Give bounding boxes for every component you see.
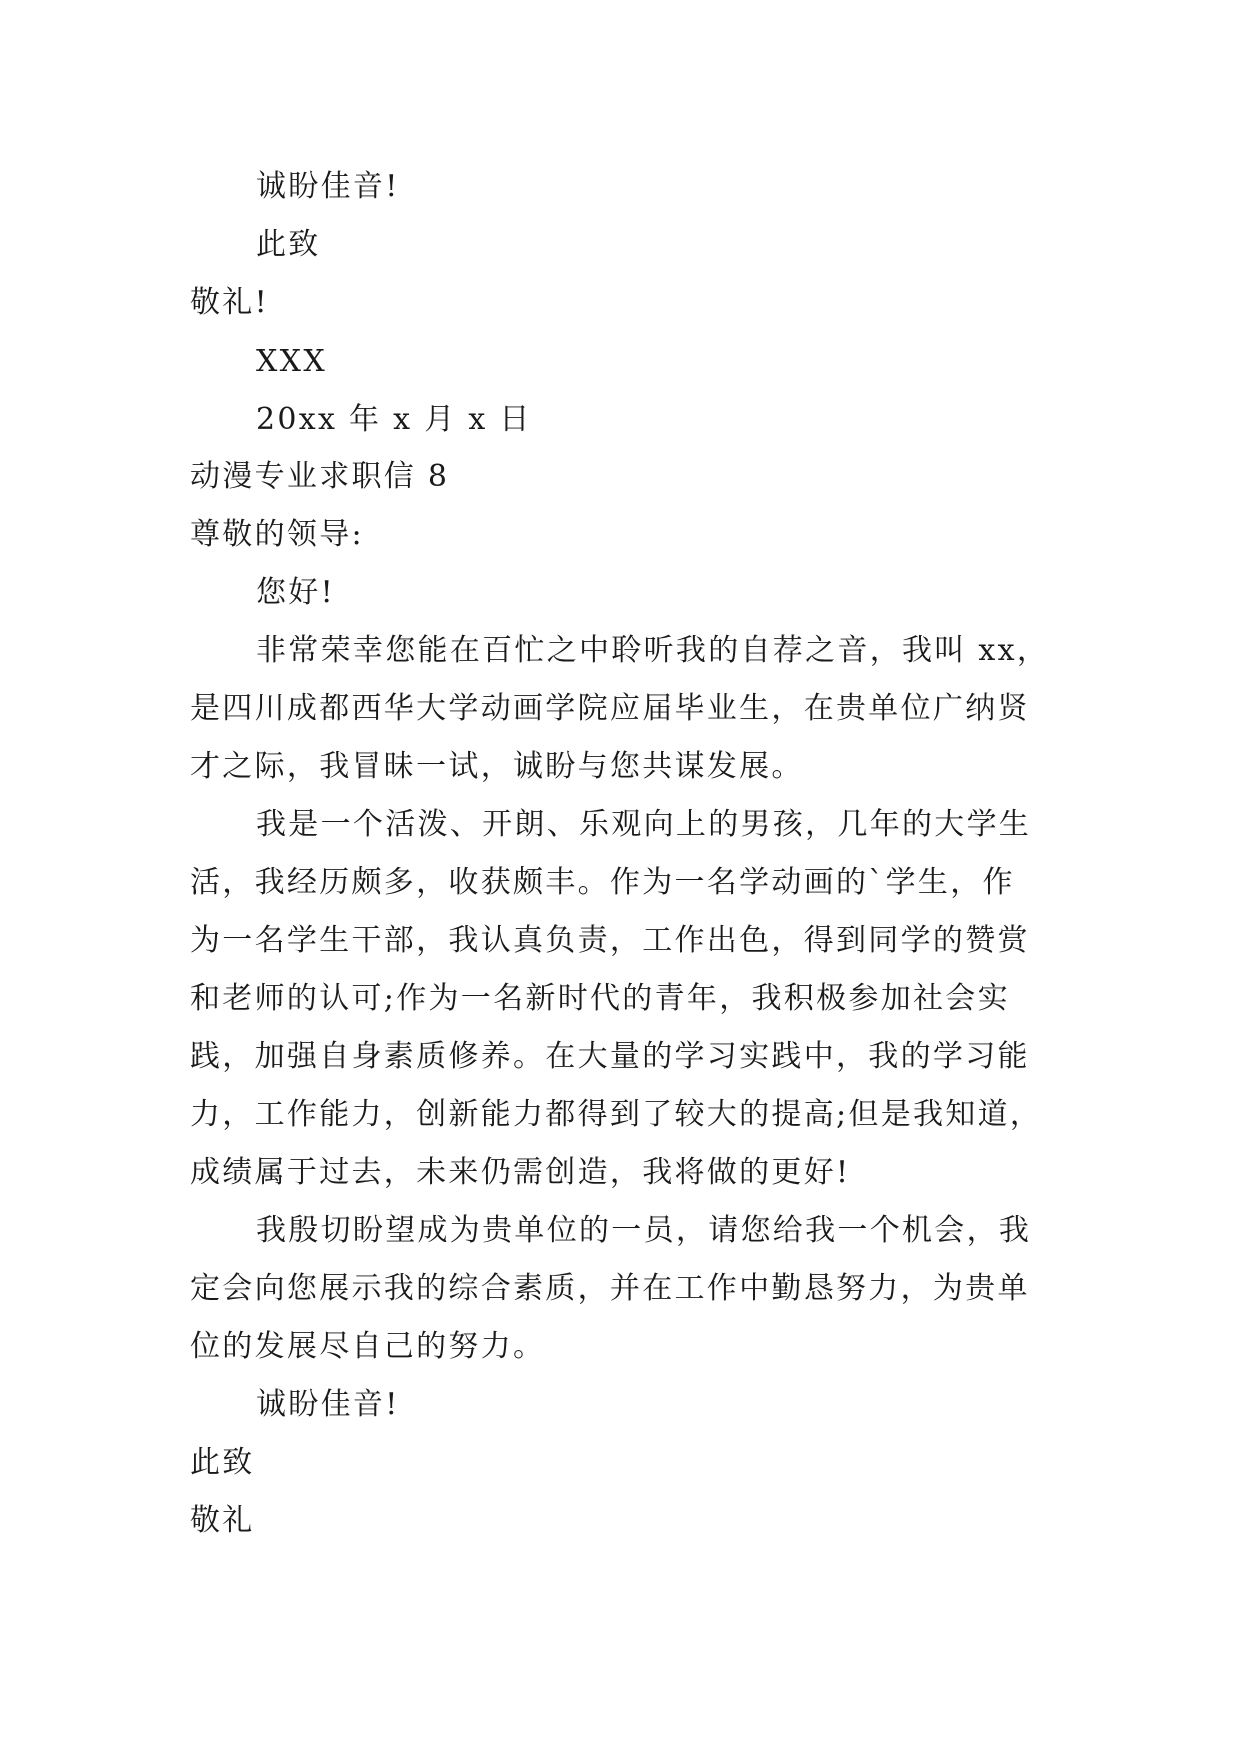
paragraph-line: 力，工作能力，创新能力都得到了较大的提高;但是我知道， bbox=[190, 1097, 1043, 1132]
paragraph-line: 我是一个活泼、开朗、乐观向上的男孩，几年的大学生 bbox=[256, 807, 1032, 842]
paragraph-line: 成绩属于过去，未来仍需创造，我将做的更好! bbox=[190, 1155, 851, 1190]
paragraph-line: 位的发展尽自己的努力。 bbox=[190, 1329, 546, 1364]
salutation-line: 尊敬的领导: bbox=[190, 517, 364, 552]
closing-greeting-line: 此致 bbox=[190, 1445, 255, 1480]
signature-name-line: XXX bbox=[256, 344, 327, 379]
greeting-line: 您好! bbox=[256, 575, 335, 610]
closing-wish-line: 诚盼佳音! bbox=[256, 169, 400, 204]
paragraph-line: 活，我经历颇多，收获颇丰。作为一名学动画的`学生，作 bbox=[190, 865, 1015, 900]
paragraph-line: 我殷切盼望成为贵单位的一员，请您给我一个机会，我 bbox=[256, 1213, 1032, 1248]
closing-salute-line: 敬礼 bbox=[190, 1503, 255, 1538]
paragraph-line: 非常荣幸您能在百忙之中聆听我的自荐之音，我叫 xx， bbox=[256, 633, 1050, 668]
signature-date-line: 20xx 年 x 月 x 日 bbox=[256, 402, 532, 437]
paragraph-line: 践，加强自身素质修养。在大量的学习实践中，我的学习能 bbox=[190, 1039, 1030, 1074]
paragraph-line: 和老师的认可;作为一名新时代的青年，我积极参加社会实 bbox=[190, 981, 1010, 1016]
closing-wish-line: 诚盼佳音! bbox=[256, 1387, 400, 1422]
closing-salute-line: 敬礼! bbox=[190, 285, 269, 320]
section-heading: 动漫专业求职信 8 bbox=[190, 459, 450, 494]
closing-greeting-line: 此致 bbox=[256, 227, 321, 262]
paragraph-line: 才之际，我冒昧一试，诚盼与您共谋发展。 bbox=[190, 749, 804, 784]
paragraph-line: 是四川成都西华大学动画学院应届毕业生，在贵单位广纳贤 bbox=[190, 691, 1030, 726]
paragraph-line: 定会向您展示我的综合素质，并在工作中勤恳努力，为贵单 bbox=[190, 1271, 1030, 1306]
paragraph-line: 为一名学生干部，我认真负责，工作出色，得到同学的赞赏 bbox=[190, 923, 1030, 958]
